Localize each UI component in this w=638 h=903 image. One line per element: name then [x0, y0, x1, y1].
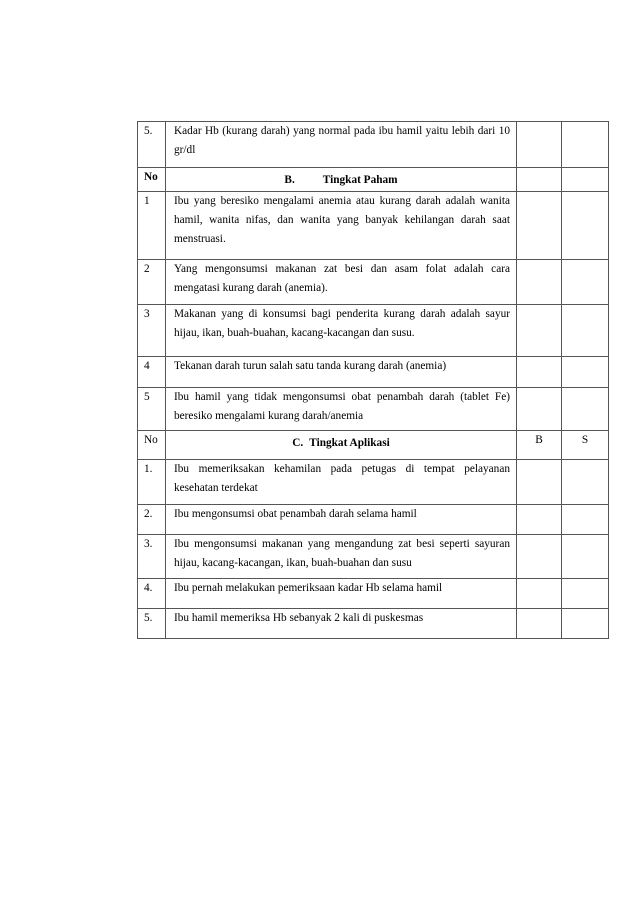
table-row	[138, 388, 609, 431]
section-header-b	[138, 168, 609, 192]
row-number: 3.	[138, 535, 166, 579]
answer-cell-s	[562, 305, 609, 357]
section-name-b: Tingkat Paham	[322, 174, 398, 186]
answer-cell-b	[517, 579, 562, 609]
answer-cell-s	[562, 388, 609, 431]
row-number: 5	[138, 388, 166, 431]
column-header-b: B	[517, 431, 562, 460]
row-number: 5.	[138, 609, 166, 639]
table-row	[138, 122, 609, 168]
statement-text: Kadar Hb (kurang darah) yang normal pada ibu hamil yaitu lebih dari 10 gr/dl	[166, 122, 517, 168]
statement-text: Ibu mengonsumsi obat penambah darah selama hamil	[166, 505, 517, 535]
row-number: 2.	[138, 505, 166, 535]
answer-cell-b	[517, 357, 562, 388]
statement-text: Ibu hamil yang tidak mengonsumsi obat penambah darah (tablet Fe) beresiko mengalami kurang darah/anemia	[166, 388, 517, 431]
header-no-label: No	[138, 168, 166, 192]
table-row	[138, 609, 609, 639]
answer-cell-s	[562, 609, 609, 639]
header-no-label: No	[138, 431, 166, 460]
table-row	[138, 192, 609, 260]
row-number: 1.	[138, 460, 166, 505]
table-row	[138, 505, 609, 535]
answer-cell-b	[517, 535, 562, 579]
section-title-b	[166, 168, 517, 192]
answer-cell-s	[562, 122, 609, 168]
answer-cell-b	[517, 192, 562, 260]
answer-cell-b	[517, 122, 562, 168]
answer-cell-b	[517, 388, 562, 431]
row-number: 4	[138, 357, 166, 388]
answer-cell-b	[517, 505, 562, 535]
answer-cell-s	[562, 357, 609, 388]
answer-cell-s	[562, 579, 609, 609]
section-title-c	[166, 431, 517, 460]
answer-cell-s	[562, 505, 609, 535]
statement-text: Ibu pernah melakukan pemeriksaan kadar Hb selama hamil	[166, 579, 517, 609]
table-row	[138, 260, 609, 305]
table-row	[138, 305, 609, 357]
statement-text: Yang mengonsumsi makanan zat besi dan asam folat adalah cara mengatasi kurang darah (anemia).	[166, 260, 517, 305]
column-header-s: S	[562, 431, 609, 460]
statement-text: Makanan yang di konsumsi bagi penderita kurang darah adalah sayur hijau, ikan, buah-buahan, kacang-kacangan dan susu.	[166, 305, 517, 357]
header-cell-b	[517, 168, 562, 192]
statement-text: Tekanan darah turun salah satu tanda kurang darah (anemia)	[166, 357, 517, 388]
row-number: 5.	[138, 122, 166, 168]
answer-cell-b	[517, 460, 562, 505]
questionnaire-table	[137, 121, 609, 639]
section-letter-c: C.	[292, 437, 304, 449]
section-header-c	[138, 431, 609, 460]
statement-text: Ibu hamil memeriksa Hb sebanyak 2 kali di puskesmas	[166, 609, 517, 639]
answer-cell-s	[562, 192, 609, 260]
answer-cell-s	[562, 535, 609, 579]
answer-cell-b	[517, 609, 562, 639]
answer-cell-b	[517, 260, 562, 305]
statement-text: Ibu mengonsumsi makanan yang mengandung zat besi seperti sayuran hijau, kacang-kacangan, ikan, buah-buahan dan susu	[166, 535, 517, 579]
section-name-c: Tingkat Aplikasi	[309, 437, 390, 449]
statement-text: Ibu yang beresiko mengalami anemia atau kurang darah adalah wanita hamil, wanita nifas, dan wanita yang banyak kehilangan darah saat menstruasi.	[166, 192, 517, 260]
row-number: 4.	[138, 579, 166, 609]
table-row	[138, 535, 609, 579]
table-row	[138, 357, 609, 388]
row-number: 3	[138, 305, 166, 357]
answer-cell-s	[562, 460, 609, 505]
table-row	[138, 579, 609, 609]
header-cell-s	[562, 168, 609, 192]
section-letter-b: B.	[284, 174, 295, 186]
row-number: 1	[138, 192, 166, 260]
answer-cell-s	[562, 260, 609, 305]
answer-cell-b	[517, 305, 562, 357]
row-number: 2	[138, 260, 166, 305]
statement-text: Ibu memeriksakan kehamilan pada petugas di tempat pelayanan kesehatan terdekat	[166, 460, 517, 505]
table-row	[138, 460, 609, 505]
